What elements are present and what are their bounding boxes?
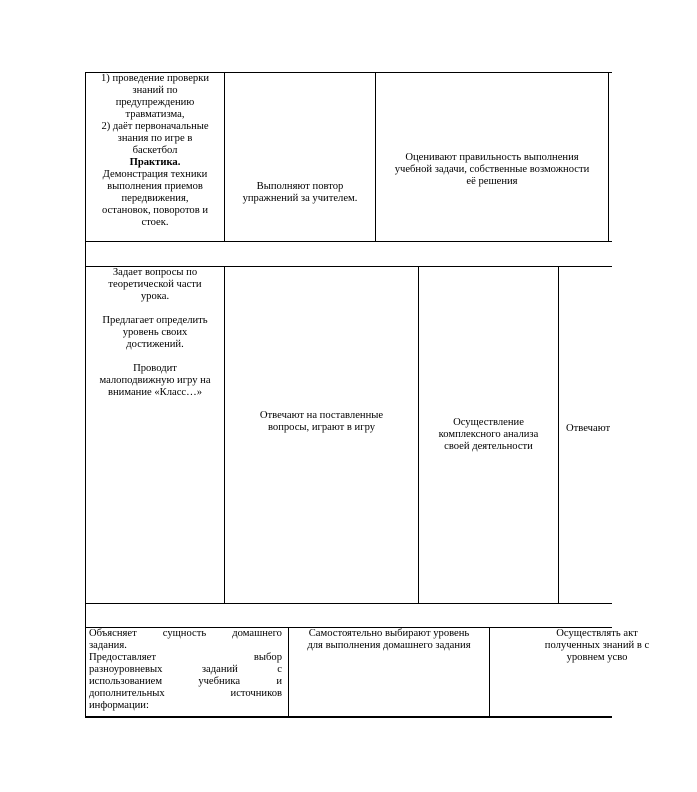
homework-word: источников [230,688,282,699]
row3-extra-cell [566,423,612,435]
homework-word: дополнительных [89,688,165,699]
students-text-line: упражнений за учителем. [242,193,358,204]
homework-word: заданий [201,664,238,675]
teacher-text-line: внимание «Класс…» [107,387,202,398]
row3-teacher-cell [86,267,224,399]
teacher-text-line: Проводит [133,363,177,374]
teacher-text-line: малоподвижную игру на [99,375,211,386]
teacher-text-line: травматизма, [125,109,185,120]
results-text-line: полученных знаний в с [544,640,650,651]
row3-results-cell [419,417,558,453]
homework-word: и [276,676,282,687]
row5-students-cell [289,628,489,652]
homework-word: использованием [89,676,163,687]
students-text-line: Отвечают на поставленные [259,410,384,421]
teacher-text-line: предупреждению [115,97,195,108]
results-text-line: Осуществлять акт [556,628,638,639]
students-text-line: Самостоятельно выбирают уровень [308,628,470,639]
homework-word: с [277,664,282,675]
teacher-text-line: урока. [140,291,170,302]
row1-teacher-cell [86,73,224,229]
homework-word: сущность [162,628,207,639]
homework-line2: задания. [89,640,127,651]
students-text-line: вопросы, играют в игру [267,422,376,433]
homework-line7: информации: [89,700,149,711]
teacher-text-line: 1) проведение проверки [100,73,210,84]
row3-col-divider-1 [224,266,225,603]
homework-line3a: Предоставляет [89,652,156,663]
row1-col-divider-3 [608,72,609,241]
results-text-line: уровнем усво [566,652,628,663]
homework-word: учебника [198,676,241,687]
results-text-line: её решения [466,175,518,187]
homework-word: Объясняет [89,628,137,639]
homework-word: домашнего [232,628,282,639]
results-text-line: своей деятельности [444,441,533,452]
teacher-text-line: уровень своих [122,327,188,338]
homework-line3b: выбор [253,652,282,663]
teacher-text-line: теоретической части [108,279,202,290]
results-text-line: учебной задачи, собственные возможности [394,163,590,175]
row5-teacher-cell [89,628,282,712]
teacher-text-line: передвижения, [121,193,189,204]
results-text-line: комплексного анализа [438,429,539,440]
row3-students-cell [225,410,418,434]
practice-heading: Практика. [129,157,181,168]
row3-bottom-border [85,603,612,604]
teacher-text-line: стоек. [141,217,169,228]
teacher-text-line: выполнения приемов [107,181,203,192]
table-bottom-border [85,716,612,718]
row1-students-cell [225,73,375,313]
teacher-text-line: 2) даёт первоначальные [101,121,209,132]
teacher-text-line: знания по игре в [117,133,193,144]
homework-word: разноуровневых [89,664,163,675]
teacher-text-line: остановок, поворотов и [101,205,209,216]
results-text-line: Оценивают правильность выполнения [405,151,579,163]
row1-results-cell [376,73,608,266]
row3-extra-text: Отвечают [566,423,611,434]
teacher-text-line: Предлагает определить [102,315,208,326]
teacher-text-line: баскетбол [132,145,178,156]
teacher-text-line: Задает вопросы по [112,267,198,278]
row5-col-divider-2 [489,627,490,717]
students-text-line: для выполнения домашнего задания [307,640,471,651]
results-text-line: Осуществление [453,417,524,428]
row5-results-cell [497,628,697,664]
teacher-text-line: достижений. [126,339,184,350]
row3-col-divider-3 [558,266,559,603]
teacher-text-line: Демонстрация техники [102,169,208,180]
students-text-line: Выполняют повтор [256,181,344,192]
teacher-text-line: знаний по [132,85,178,96]
